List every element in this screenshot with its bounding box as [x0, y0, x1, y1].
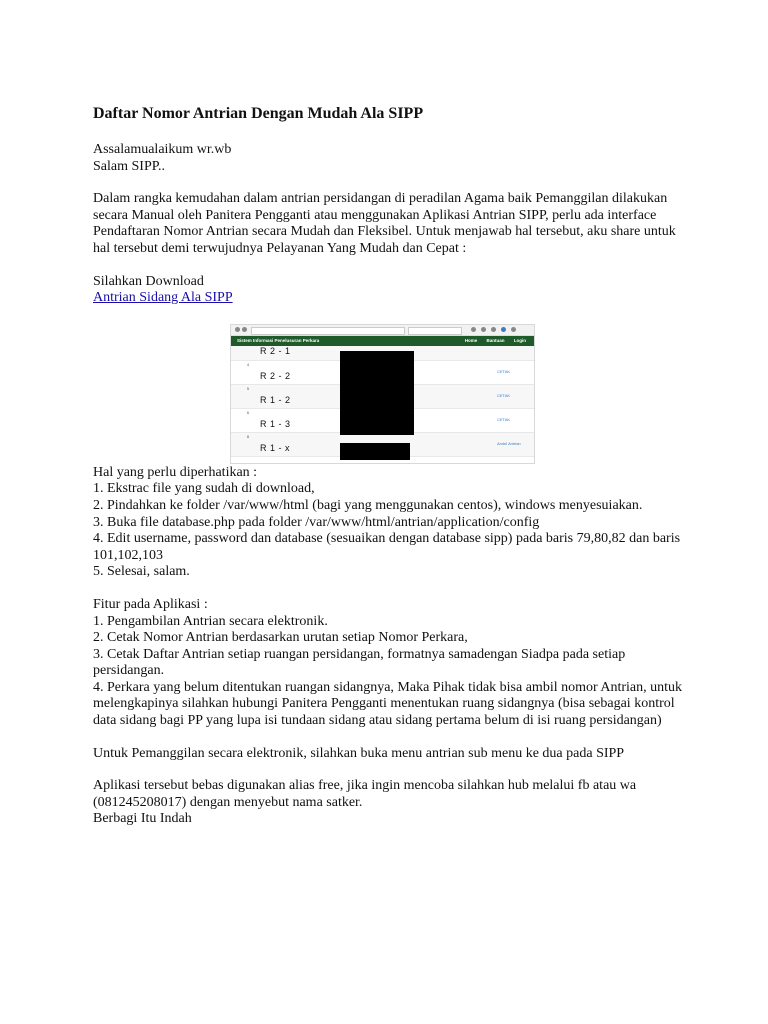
download-label: Silahkan Download: [93, 273, 204, 289]
nav-home: Home: [464, 338, 478, 343]
room-label: R 1 - 2: [260, 395, 291, 405]
list-item: 5. Selesai, salam.: [93, 564, 190, 580]
signoff: Berbagi Itu Indah: [93, 811, 192, 827]
bookmark-icon: [471, 327, 476, 332]
list-item: 2. Pindahkan ke folder /var/www/html (bagi yang menggunakan centos), windows menyesuiakan.: [93, 497, 643, 513]
print-link: CETAK: [497, 417, 511, 422]
download-link[interactable]: Antrian Sidang Ala SIPP: [93, 290, 233, 306]
redacted-block: [340, 351, 414, 435]
menu-icon: [511, 327, 516, 332]
greeting-line-2: Salam SIPP..: [93, 158, 165, 174]
notes-heading: Hal yang perlu diperhatikan :: [93, 464, 258, 480]
row-number: 6: [247, 411, 249, 415]
list-item: 1. Ekstrac file yang sudah di download,: [93, 481, 315, 497]
list-item: 2. Cetak Nomor Antrian berdasarkan urutan setiap Nomor Perkara,: [93, 630, 468, 646]
back-icon: [235, 327, 240, 332]
room-label: R 1 - 3: [260, 419, 291, 429]
room-label: R 2 - 1: [260, 346, 291, 356]
list-item: 3. Buka file database.php pada folder /var/www/html/antrian/application/config: [93, 514, 540, 530]
room-label: R 2 - 2: [260, 371, 291, 381]
forward-icon: [242, 327, 247, 332]
take-queue-link: Ambil Antrian: [497, 441, 521, 446]
extension-icon: [501, 327, 506, 332]
greeting-line-1: Assalamualaikum wr.wb: [93, 142, 232, 157]
redacted-block: [340, 443, 410, 460]
print-link: CETAK: [497, 393, 511, 398]
call-note: Untuk Pemanggilan secara elektronik, silahkan buka menu antrian sub menu ke dua pada SIPP: [93, 745, 625, 761]
document-body: [93, 104, 683, 828]
row-number: 4: [247, 363, 249, 367]
browser-toolbar: [231, 325, 534, 336]
features-list: [93, 614, 683, 730]
app-navbar: [231, 336, 534, 346]
intro-paragraph: Dalam rangka kemudahan dalam antrian persidangan di peradilan Agama baik Pemanggilan dilakukan secara Manual oleh Panitera Pengganti atau menggunakan Aplikasi Antrian SIPP, perlu ada interface Pendaftaran Nomor Antrian secara Mudah dan Fleksibel. Untuk menjawab hal tersebut, aku share untuk hal tersebut demi terwujudnya Pelayanan Yang Mudah dan Cepat :: [93, 191, 676, 256]
app-screenshot: [230, 324, 535, 464]
list-item: 4. Perkara yang belum ditentukan ruangan sidangnya, Maka Pihak tidak bisa ambil nomor Antrian, untuk melengkapinya silahkan hubungi Panitera Pengganti menentukan ruang sidangnya (bisa sebagai kontrol data sidang bagi PP yang lupa isi tundaan sidang atau sidang pertama belum di isi ruang persidangan): [93, 679, 683, 729]
list-item: 1. Pengambilan Antrian secara elektronik.: [93, 613, 328, 629]
app-title: Sistem Informasi Penelusuran Perkara: [237, 338, 320, 343]
list-item: 4. Edit username, password dan database (sesuaikan dengan database sipp) pada baris 79,80,82 dan baris 101,102,103: [93, 531, 681, 563]
row-number: 8: [247, 435, 249, 439]
features-heading: Fitur pada Aplikasi :: [93, 596, 208, 612]
room-label: R 1 - x: [260, 443, 291, 453]
nav-bantuan: Bantuan: [486, 338, 505, 343]
row-number: 5: [247, 387, 249, 391]
document-title: Daftar Nomor Antrian Dengan Mudah Ala SIPP: [93, 105, 424, 122]
download-icon: [481, 327, 486, 332]
browser-search-field: [408, 327, 462, 335]
home-icon: [491, 327, 496, 332]
list-item: 3. Cetak Daftar Antrian setiap ruangan persidangan, formatnya samadengan Siadpa pada setiap persidangan.: [93, 646, 626, 679]
nav-login: Login: [513, 338, 526, 343]
notes-list: [93, 481, 683, 581]
print-link: CETAK: [497, 369, 511, 374]
address-bar: [251, 327, 405, 335]
closing-paragraph: Aplikasi tersebut bebas digunakan alias free, jika ingin mencoba silahkan hub melalui fb atau wa (081245208017) dengan menyebut nama satker.: [93, 778, 637, 810]
